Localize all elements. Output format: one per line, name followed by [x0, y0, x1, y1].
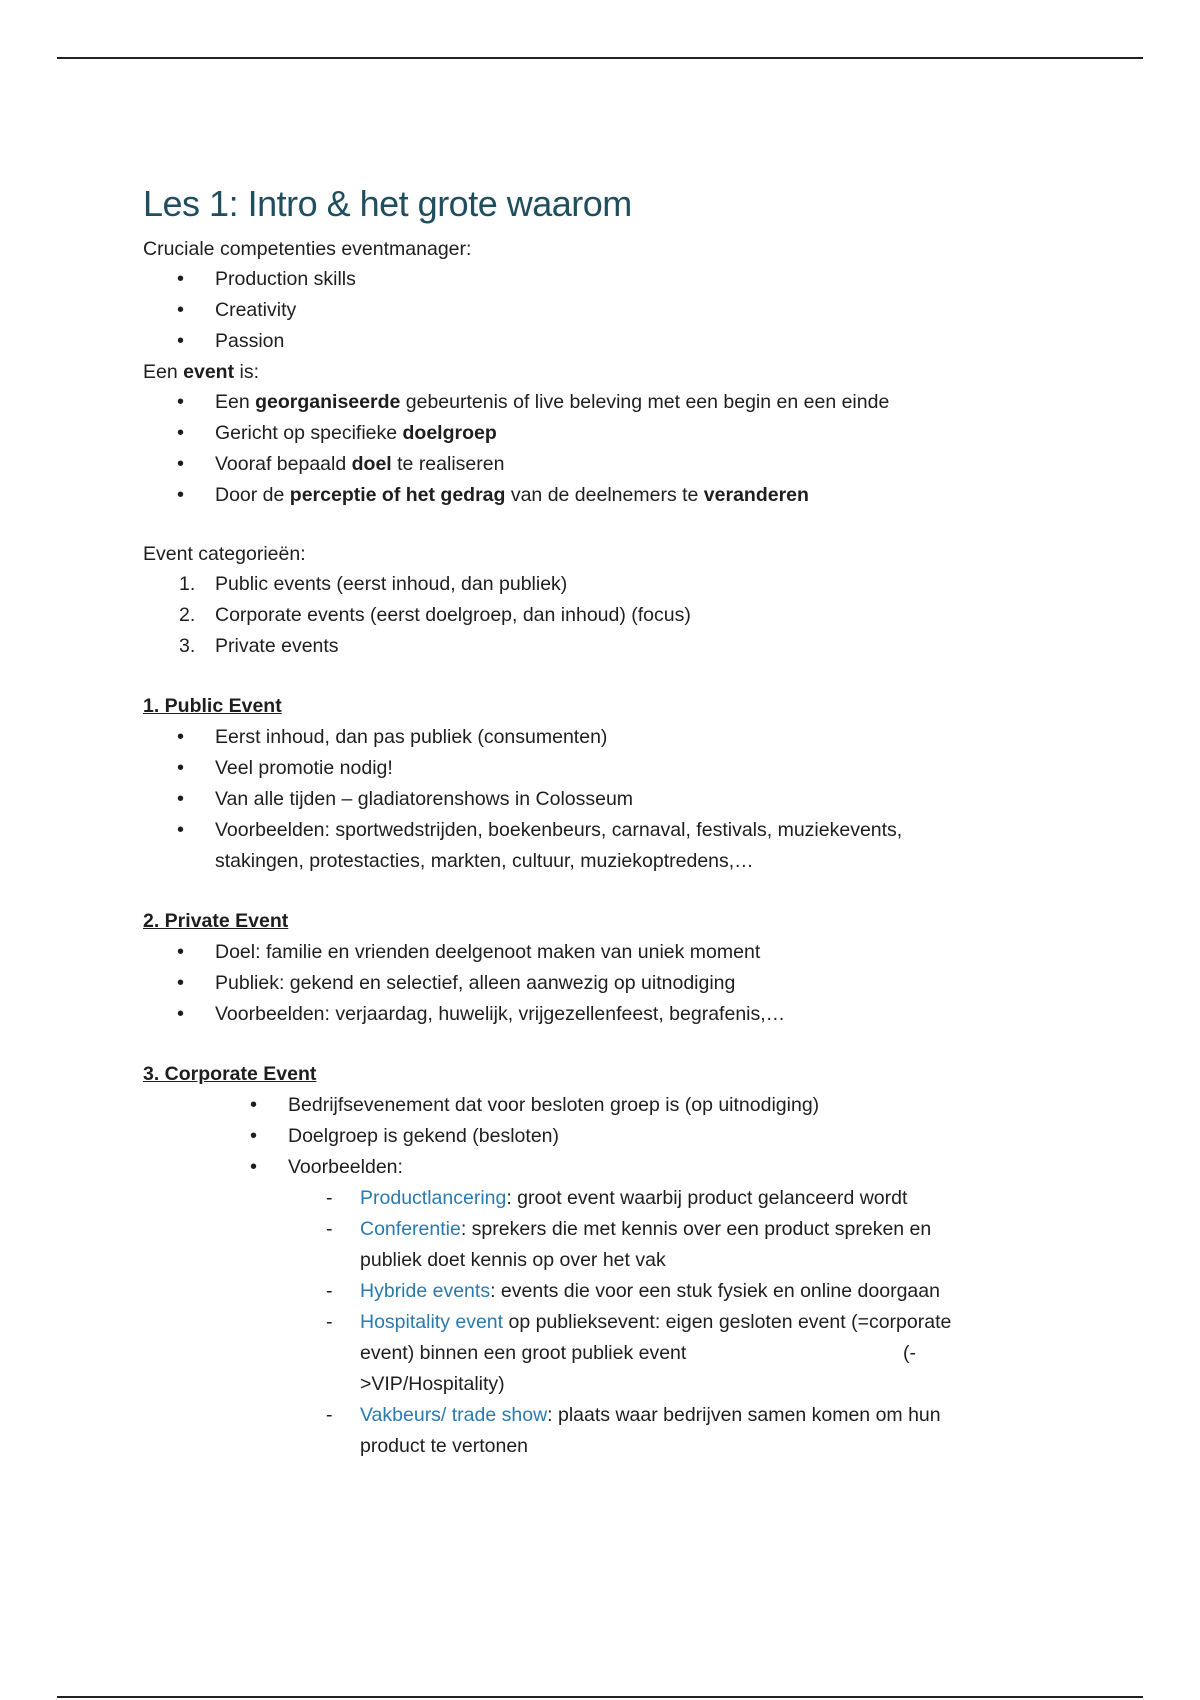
competencies-intro: Cruciale competenties eventmanager: — [143, 238, 472, 260]
corporate-examples-list — [143, 1183, 1043, 1462]
competencies-list — [143, 264, 1043, 357]
list-item: • Passion — [143, 326, 1043, 357]
list-item: • Vooraf bepaald doel te realiseren — [143, 449, 1043, 480]
example-term: Hybride events — [360, 1280, 491, 1302]
list-item: • Van alle tijden – gladiatorenshows in Colosseum — [143, 784, 1043, 815]
list-item: • Bedrijfsevenement dat voor besloten groep is (op uitnodiging) — [143, 1090, 1043, 1121]
public-event-heading: 1. Public Event — [143, 695, 282, 717]
corporate-event-list — [143, 1090, 1043, 1183]
list-item: • Eerst inhoud, dan pas publiek (consumenten) — [143, 722, 1043, 753]
list-item: 1. Public events (eerst inhoud, dan publiek) — [179, 573, 568, 595]
private-event-heading: 2. Private Event — [143, 910, 289, 932]
event-definition-intro: Een event is: — [143, 361, 259, 383]
categories-intro: Event categorieën: — [143, 543, 306, 565]
list-item: • Publiek: gekend en selectief, alleen aanwezig op uitnodiging — [143, 968, 1043, 999]
private-event-list — [143, 937, 1043, 1030]
list-item: • Production skills — [143, 264, 1043, 295]
list-item: • Voorbeelden: sportwedstrijden, boekenbeurs, carnaval, festivals, muziekevents, stakingen, protestacties, markten, cultuur, muziekoptredens,… — [143, 815, 1043, 877]
example-item: - Vakbeurs/ trade show: plaats waar bedrijven samen komen om hun product te vertonen — [326, 1404, 941, 1457]
example-term: Vakbeurs/ trade show — [360, 1404, 548, 1426]
example-item: - Conferentie: sprekers die met kennis over een product spreken en publiek doet kennis op over het vak — [326, 1218, 932, 1271]
list-item: 3. Private events — [179, 635, 339, 657]
example-term: Conferentie — [360, 1218, 461, 1240]
public-event-list — [143, 722, 1043, 877]
list-item: • Een georganiseerde gebeurtenis of live beleving met een begin en een einde — [143, 387, 1043, 418]
list-item: • Creativity — [143, 295, 1043, 326]
list-item: • Voorbeelden: verjaardag, huwelijk, vrijgezellenfeest, begrafenis,… — [143, 999, 1043, 1030]
event-definition-list — [143, 387, 1043, 511]
list-item: • Gericht op specifieke doelgroep — [143, 418, 1043, 449]
example-item: - Hospitality event op publieksevent: eigen gesloten event (=corporate event) binnen een groot publiek event (- >VIP/Hospitality) — [326, 1311, 952, 1395]
categories-list — [143, 569, 1043, 662]
list-item: • Veel promotie nodig! — [143, 753, 1043, 784]
corporate-event-heading: 3. Corporate Event — [143, 1063, 317, 1085]
list-item: 2. Corporate events (eerst doelgroep, dan inhoud) (focus) — [179, 604, 691, 626]
example-term: Hospitality event — [360, 1311, 504, 1333]
list-item: • Voorbeelden: — [143, 1152, 1043, 1183]
header-rule — [57, 57, 1143, 59]
example-term: Productlancering — [360, 1187, 507, 1209]
example-item: - Hybride events: events die voor een stuk fysiek en online doorgaan — [326, 1280, 940, 1302]
page-title: Les 1: Intro & het grote waarom — [143, 183, 632, 224]
list-item: • Door de perceptie of het gedrag van de deelnemers te veranderen — [143, 480, 1043, 511]
example-item: - Productlancering: groot event waarbij product gelanceerd wordt — [326, 1187, 908, 1209]
list-item: • Doelgroep is gekend (besloten) — [143, 1121, 1043, 1152]
footer-rule — [57, 1696, 1143, 1698]
list-item: • Doel: familie en vrienden deelgenoot maken van uniek moment — [143, 937, 1043, 968]
document-page — [143, 182, 1043, 1462]
